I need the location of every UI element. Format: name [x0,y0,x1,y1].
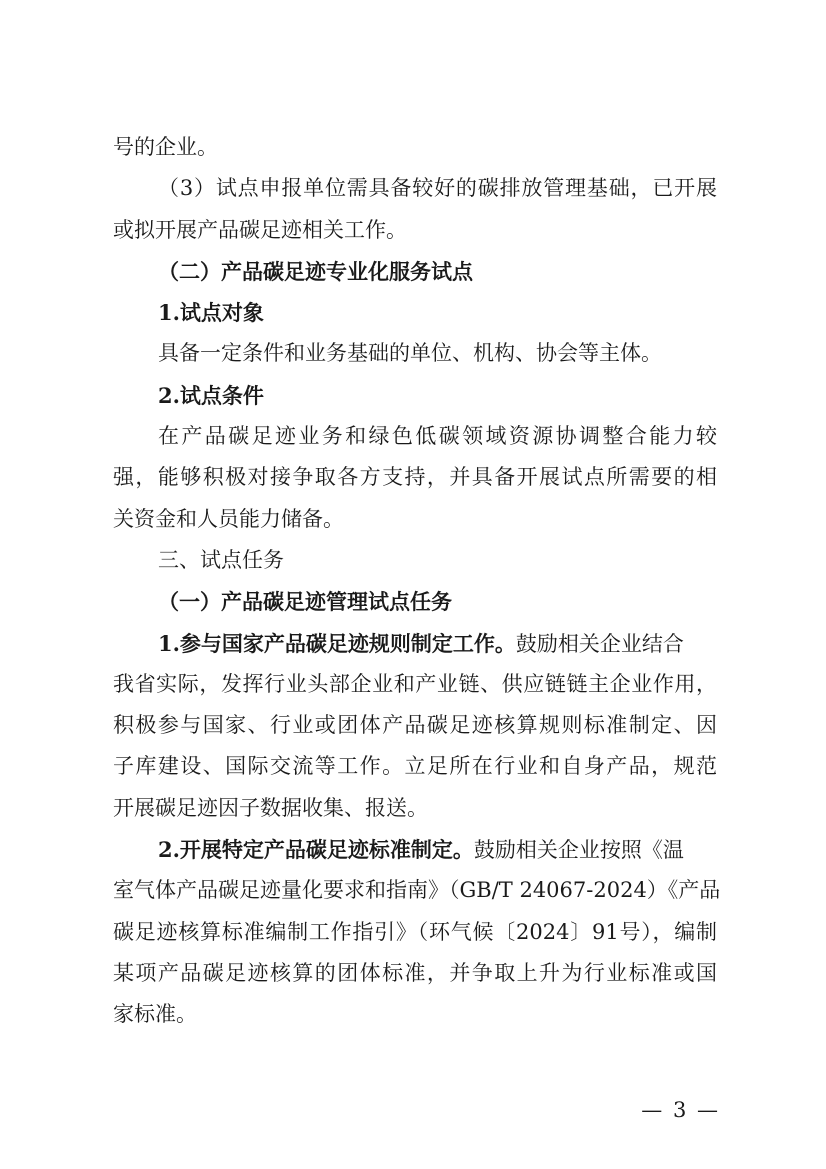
text-line: 具备一定条件和业务基础的单位、机构、协会等主体。 [158,341,662,366]
text-line: 积极参与国家、行业或团体产品碳足迹核算规则标准制定、因 [113,713,717,738]
text-line: （3）试点申报单位需具备较好的碳排放管理基础，已开展 [158,176,717,201]
text-line: 或拟开展产品碳足迹相关工作。 [113,217,407,242]
page-number: — 3 — [641,1098,720,1122]
text-line: 碳足迹核算标准编制工作指引》（环气候〔2024〕91号），编制 [113,919,717,944]
text-line: 强，能够积极对接争取各方支持，并具备开展试点所需要的相 [113,465,717,490]
text-line: 家标准。 [113,1002,197,1027]
subsection-heading: 1.试点对象 [158,300,264,326]
text-line: 号的企业。 [113,135,218,159]
item-title: 2.开展特定产品碳足迹标准制定。 [158,837,474,863]
text-line: 关资金和人员能力储备。 [113,506,344,531]
chapter-heading: 三、试点任务 [158,547,284,572]
text-line: 在产品碳足迹业务和绿色低碳领域资源协调整合能力较 [158,424,717,449]
item-title: 1.参与国家产品碳足迹规则制定工作。 [158,630,516,656]
item-text: 鼓励相关企业结合 [515,631,684,656]
document-body [113,129,721,1038]
section-heading: （一）产品碳足迹管理试点任务 [158,589,452,615]
section-heading: （二）产品碳足迹专业化服务试点 [158,258,473,284]
text-line: 开展碳足迹因子数据收集、报送。 [113,795,428,820]
text-line: 室气体产品碳足迹量化要求和指南》（GB/T 24067-2024）《产品 [113,878,721,903]
paragraph-start [113,625,717,666]
text-line: 某项产品碳足迹核算的团体标准，并争取上升为行业标准或国 [113,960,717,985]
paragraph-start [113,831,717,872]
text-line: 子库建设、国际交流等工作。立足所在行业和自身产品，规范 [113,754,717,779]
item-text: 鼓励相关企业按照《温 [473,838,684,863]
subsection-heading: 2.试点条件 [158,382,264,408]
text-line: 我省实际，发挥行业头部企业和产业链、供应链链主企业作用， [113,671,717,696]
